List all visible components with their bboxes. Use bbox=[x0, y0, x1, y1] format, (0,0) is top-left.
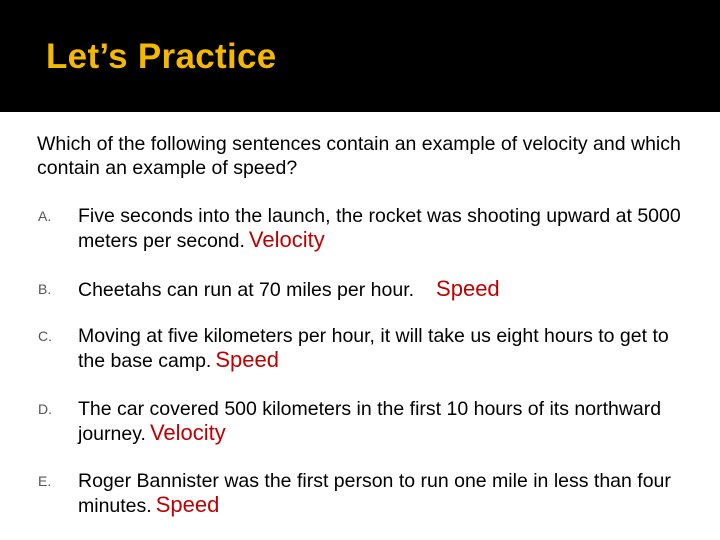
item-answer: Speed bbox=[215, 347, 279, 372]
item-letter: D. bbox=[38, 401, 52, 417]
item-text bbox=[78, 277, 698, 302]
item-sentence: Five seconds into the launch, the rocket was shooting upward at 5000 meters per second. bbox=[78, 205, 681, 252]
item-letter: E. bbox=[38, 473, 52, 489]
item-text bbox=[78, 469, 698, 518]
item-sentence: Cheetahs can run at 70 miles per hour. bbox=[78, 279, 415, 301]
item-letter: B. bbox=[38, 281, 52, 297]
item-answer: Velocity bbox=[248, 227, 325, 252]
item-letter: A. bbox=[38, 208, 52, 224]
item-answer: Velocity bbox=[149, 420, 226, 445]
item-text bbox=[78, 397, 698, 446]
slide-title: Let’s Practice bbox=[46, 37, 277, 76]
question-prompt: Which of the following sentences contain an example of velocity and which contain an example of speed? bbox=[37, 133, 681, 179]
slide-body bbox=[0, 112, 720, 540]
item-letter: C. bbox=[38, 328, 52, 344]
item-text bbox=[78, 324, 698, 373]
item-sentence: Moving at five kilometers per hour, it will take us eight hours to get to the base camp. bbox=[78, 325, 669, 372]
item-sentence: The car covered 500 kilometers in the first 10 hours of its northward journey. bbox=[78, 398, 662, 445]
item-sentence: Roger Bannister was the first person to run one mile in less than four minutes. bbox=[78, 470, 671, 517]
item-answer: Speed bbox=[155, 492, 220, 517]
item-text bbox=[78, 204, 698, 253]
item-answer: Speed bbox=[436, 276, 500, 301]
